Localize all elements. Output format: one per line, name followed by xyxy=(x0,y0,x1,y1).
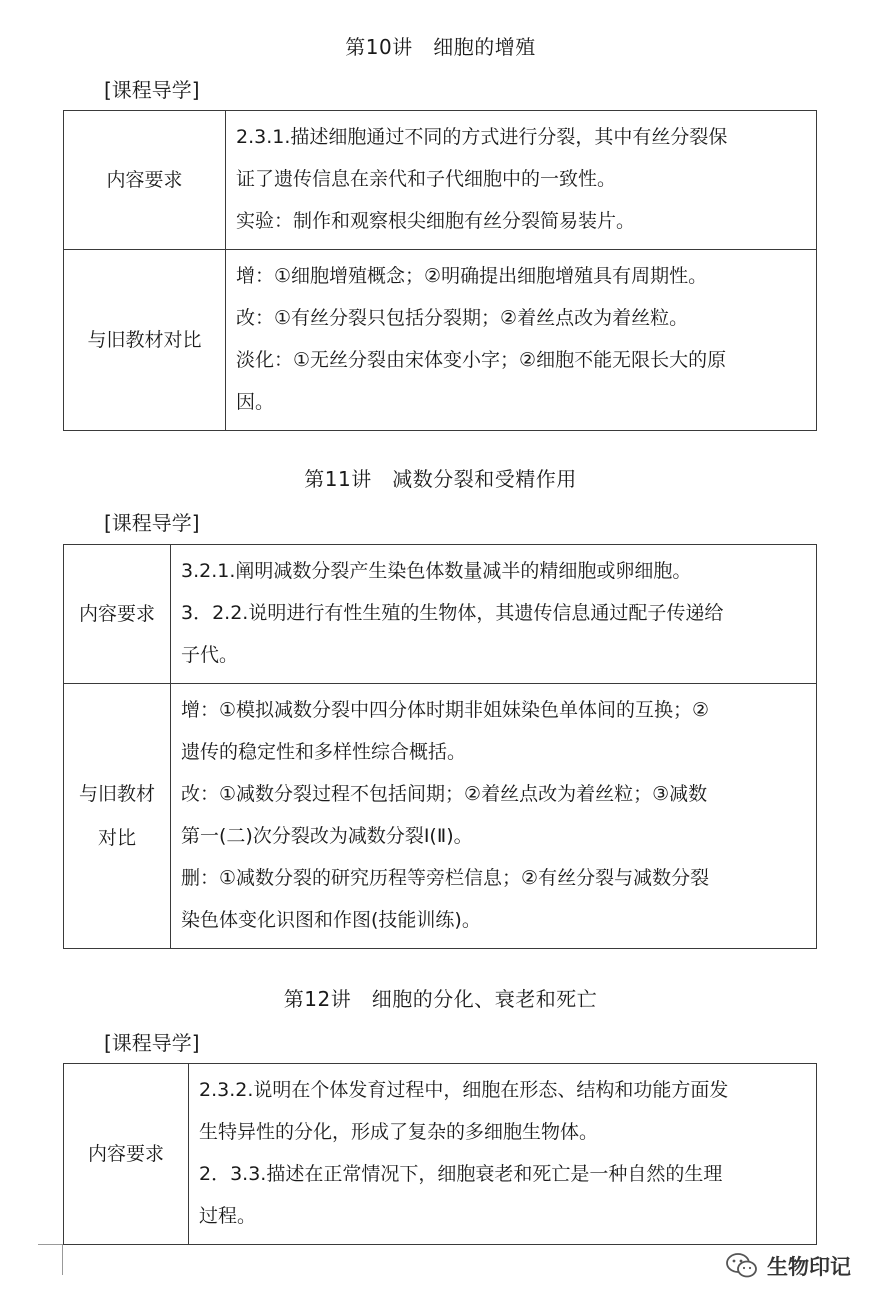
content-line: 证了遗传信息在亲代和子代细胞中的一致性。 xyxy=(236,168,617,190)
content-line: 生特异性的分化，形成了复杂的多细胞生物体。 xyxy=(199,1121,599,1143)
page-corner-mark xyxy=(38,1244,63,1275)
content-line: 增：①细胞增殖概念；②明确提出细胞增殖具有周期性。 xyxy=(236,265,708,287)
table-row xyxy=(64,1064,817,1245)
watermark xyxy=(725,1251,851,1281)
content-line: 子代。 xyxy=(181,644,239,666)
content-line: 2.3.2.说明在个体发育过程中，细胞在形态、结构和功能方面发 xyxy=(199,1079,729,1101)
course-table-12 xyxy=(63,1063,817,1245)
row-content xyxy=(226,250,817,431)
content-line: 删：①减数分裂的研究历程等旁栏信息；②有丝分裂与减数分裂 xyxy=(181,867,710,889)
lecture-title-12: 第12讲 细胞的分化、衰老和死亡 xyxy=(283,987,598,1011)
watermark-text: 生物印记 xyxy=(767,1255,851,1279)
content-line: 实验：制作和观察根尖细胞有丝分裂简易装片。 xyxy=(236,210,636,232)
table-row xyxy=(64,684,817,949)
content-line: 淡化：①无丝分裂由宋体变小字；②细胞不能无限长大的原 xyxy=(236,349,727,371)
lecture-title-11: 第11讲 减数分裂和受精作用 xyxy=(304,467,577,491)
row-header: 内容要求 xyxy=(64,545,171,684)
content-line: 第一(二)次分裂改为减数分裂Ⅰ(Ⅱ)。 xyxy=(181,825,473,847)
table-row xyxy=(64,111,817,250)
course-guide-label: [课程导学] xyxy=(104,78,200,102)
content-line: 改：①有丝分裂只包括分裂期；②着丝点改为着丝粒。 xyxy=(236,307,689,329)
content-line: 遗传的稳定性和多样性综合概括。 xyxy=(181,741,467,763)
content-line: 3．2.2.说明进行有性生殖的生物体，其遗传信息通过配子传递给 xyxy=(181,602,724,624)
content-line: 因。 xyxy=(236,391,275,413)
content-line: 3.2.1.阐明减数分裂产生染色体数量减半的精细胞或卵细胞。 xyxy=(181,560,692,582)
row-header-line: 与旧教材 xyxy=(78,783,155,805)
content-line: 增：①模拟减数分裂中四分体时期非姐妹染色单体间的互换；② xyxy=(181,699,710,721)
content-line: 2．3.3.描述在正常情况下，细胞衰老和死亡是一种自然的生理 xyxy=(199,1163,723,1185)
lecture-title-10: 第10讲 细胞的增殖 xyxy=(345,35,536,59)
content-line: 2.3.1.描述细胞通过不同的方式进行分裂，其中有丝分裂保 xyxy=(236,126,728,148)
row-content xyxy=(171,684,817,949)
course-table-11 xyxy=(63,544,817,949)
content-line: 改：①减数分裂过程不包括间期；②着丝点改为着丝粒；③减数 xyxy=(181,783,708,805)
row-content xyxy=(171,545,817,684)
content-line: 染色体变化识图和作图(技能训练)。 xyxy=(181,909,481,931)
row-header xyxy=(64,684,171,949)
table-row xyxy=(64,545,817,684)
wechat-icon xyxy=(725,1252,759,1280)
content-line: 过程。 xyxy=(199,1205,257,1227)
row-header: 内容要求 xyxy=(64,1064,189,1245)
course-guide-label: [课程导学] xyxy=(104,1031,200,1055)
row-header: 与旧教材对比 xyxy=(64,250,226,431)
course-table-10 xyxy=(63,110,817,431)
row-header-line: 对比 xyxy=(97,827,136,849)
table-row xyxy=(64,250,817,431)
course-guide-label: [课程导学] xyxy=(104,511,200,535)
row-header: 内容要求 xyxy=(64,111,226,250)
row-content xyxy=(226,111,817,250)
row-content xyxy=(189,1064,817,1245)
